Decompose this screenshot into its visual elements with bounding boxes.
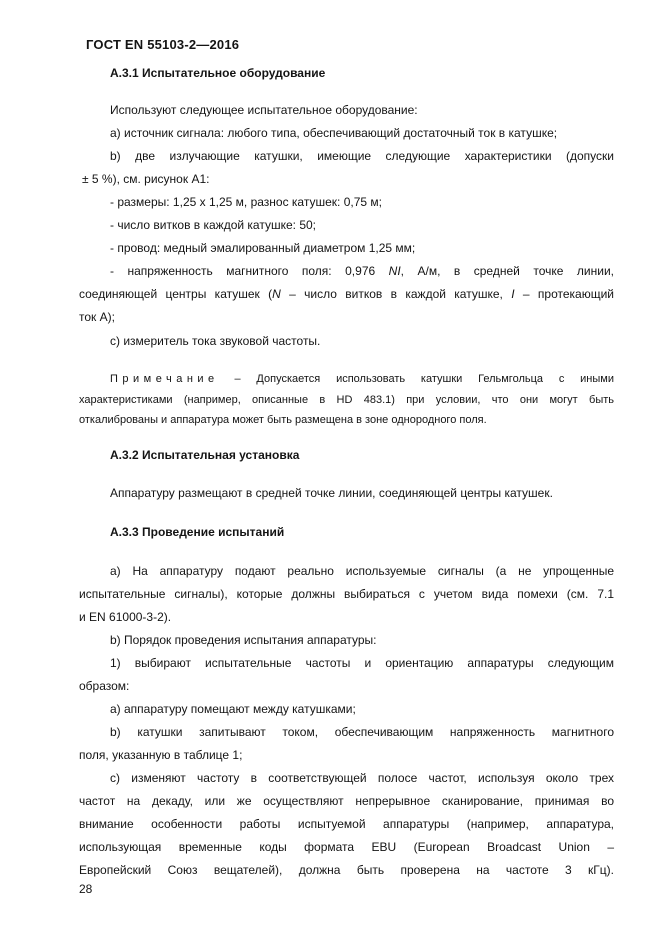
field-strength-symbol: NI: [388, 264, 401, 278]
paragraph-a-line3: и EN 61000-3-2).: [79, 610, 172, 624]
paragraph-intro: Используют следующее испытательное оборудование:: [110, 103, 418, 117]
note-label: Примечание: [110, 373, 219, 385]
symbol-i: I: [511, 287, 515, 301]
substep-a: а) аппаратуру помещают между катушками;: [110, 702, 356, 716]
list-item-field-strength-line2: [79, 283, 614, 306]
paragraph-a-line1: а) На аппаратуру подают реально используемые сигналы (а не упрощенные: [110, 564, 614, 578]
section-title-a32: А.3.2 Испытательная установка: [110, 448, 300, 462]
paragraph-a-line2: испытательные сигналы), которые должны выбираться с учетом вида помехи (см. 7.1: [79, 587, 614, 601]
document-header: ГОСТ EN 55103-2—2016: [86, 37, 240, 52]
note-line2: характеристиками (например, описанные в HD 483.1) при условии, что они могут быть: [79, 394, 614, 406]
substep-c-line5: Европейский Союз вещателей), должна быть проверена на частоте 3 кГц).: [79, 863, 614, 877]
section-title-a31: А.3.1 Испытательное оборудование: [110, 66, 326, 80]
list-item-field-strength-line1: [79, 260, 614, 283]
substep-c-line2: частот на декаду, или же осуществляют непрерывное сканирование, принимая во: [79, 794, 614, 808]
list-item-dimensions: - размеры: 1,25 х 1,25 м, разнос катушек: 0,75 м;: [110, 195, 382, 209]
paragraph-setup: Аппаратуру размещают в средней точке линии, соединяющей центры катушек.: [110, 486, 553, 500]
list-item-b-line2: ± 5 %), см. рисунок А1:: [82, 172, 210, 186]
list-item-wire: - провод: медный эмалированный диаметром 1,25 мм;: [110, 241, 416, 255]
field-strength-line2-end: – протекающий: [514, 287, 615, 301]
note-text: – Допускается использовать катушки Гельмгольца с иными: [218, 373, 614, 385]
field-strength-line2-mid: – число витков в каждой катушке,: [280, 287, 512, 301]
field-strength-text-end: , А/м, в средней точке линии,: [400, 264, 614, 278]
field-strength-text: - напряженность магнитного поля: 0,976: [110, 264, 389, 278]
list-item-field-strength-line3: ток А);: [79, 310, 115, 324]
page-number: 28: [79, 882, 93, 896]
substep-c-line1: с) изменяют частоту в соответствующей полосе частот, используя около трех: [110, 771, 614, 785]
paragraph-b: b) Порядок проведения испытания аппаратуры:: [110, 633, 377, 647]
list-item-b-line1: b) две излучающие катушки, имеющие следующие характеристики (допуски: [110, 149, 614, 163]
list-item-c: с) измеритель тока звуковой частоты.: [110, 334, 321, 348]
substep-c-line3: внимание особенности работы испытуемой аппаратуры (например, аппаратура,: [79, 817, 614, 831]
field-strength-line2-text: соединяющей центры катушек (: [79, 287, 273, 301]
step-1-line1: 1) выбирают испытательные частоты и ориентацию аппаратуры следующим: [110, 656, 614, 670]
section-title-a33: А.3.3 Проведение испытаний: [110, 525, 285, 539]
symbol-n: N: [272, 287, 281, 301]
list-item-a: а) источник сигнала: любого типа, обеспечивающий достаточный ток в катушке;: [110, 126, 558, 140]
substep-b-line2: поля, указанную в таблице 1;: [79, 748, 243, 762]
list-item-turns: - число витков в каждой катушке: 50;: [110, 218, 316, 232]
step-1-line2: образом:: [79, 679, 130, 693]
note-line3: откалиброваны и аппаратура может быть размещена в зоне однородного поля.: [79, 414, 487, 426]
note-line1: [79, 369, 614, 390]
substep-c-line4: использующая временные коды формата EBU (European Broadcast Union –: [79, 840, 614, 854]
substep-b-line1: b) катушки запитывают током, обеспечивающим напряженность магнитного: [110, 725, 614, 739]
